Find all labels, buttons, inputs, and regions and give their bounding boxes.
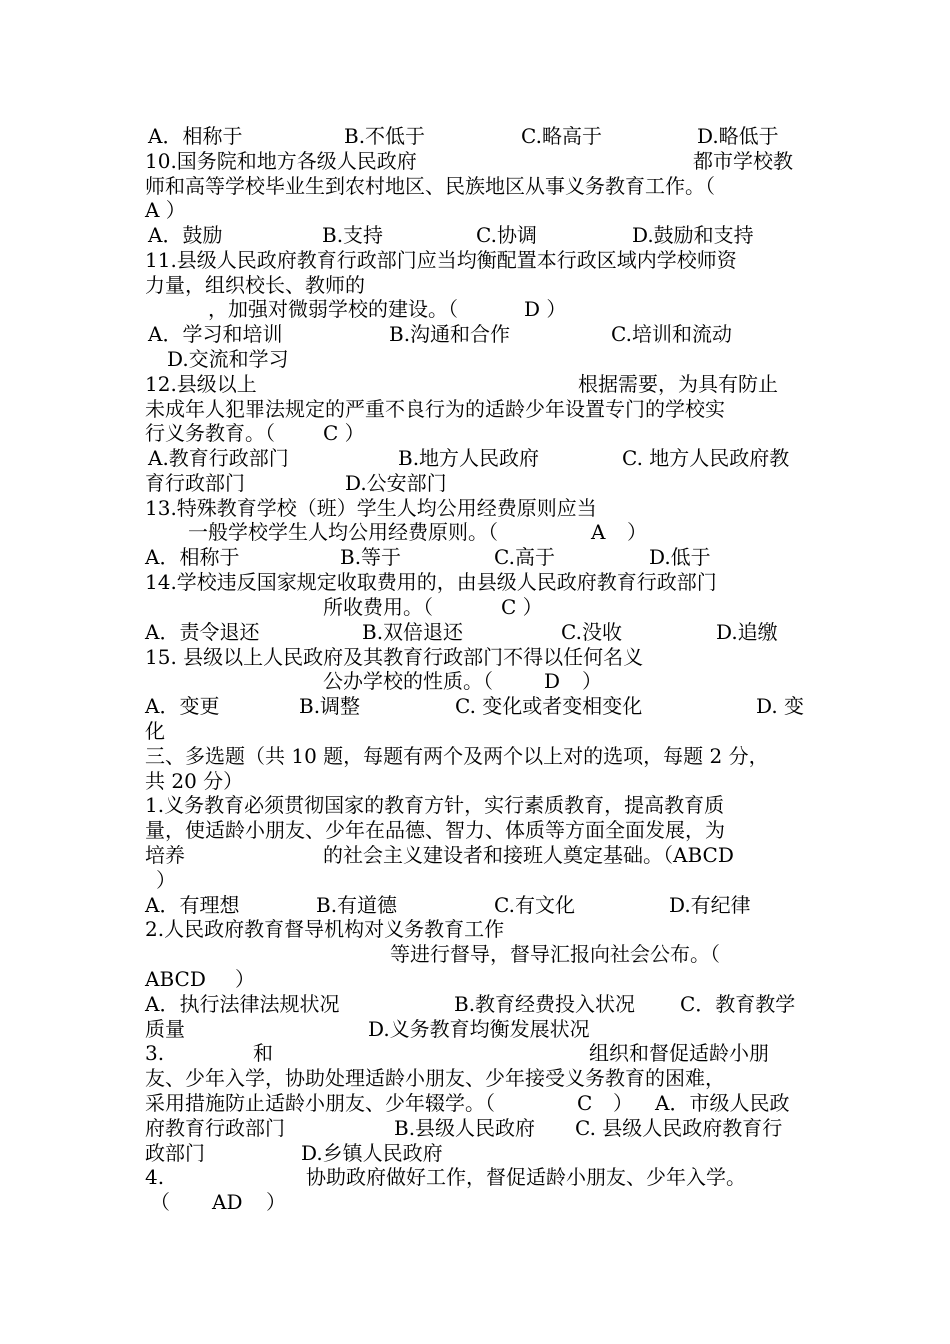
- text-line-32-seg-2: B.有道德: [316, 893, 398, 917]
- text-line-38-seg-3: 组织和督促适龄小朋: [589, 1041, 769, 1065]
- text-line-5-seg-3: C.协调: [476, 223, 537, 247]
- text-line-25-seg-1: 化: [145, 719, 165, 743]
- text-line-14-seg-3: C. 地方人民政府教: [622, 446, 790, 470]
- text-line-42-seg-1: 政部门: [145, 1141, 205, 1165]
- text-line-39-seg-1: 友、少年入学，协助处理适龄小朋友、少年接受义务教育的困难，: [145, 1066, 725, 1090]
- text-line-21-seg-1: A．责令退还: [145, 620, 260, 644]
- text-line-17-seg-2: A: [591, 520, 606, 544]
- text-line-17-seg-1: 一般学校学生人均公用经费原则。（: [188, 520, 498, 544]
- text-line-24-seg-4: D. 变: [756, 694, 805, 718]
- text-line-4-seg-1: A ）: [145, 198, 186, 222]
- text-line-17-seg-3: ）: [627, 520, 647, 544]
- text-line-41-seg-2: B.县级人民政府: [394, 1116, 536, 1140]
- text-line-40-seg-4: A．市级人民政: [655, 1091, 790, 1115]
- text-line-7-seg-1: 力量，组织校长、教师的: [145, 273, 365, 297]
- text-line-10-seg-1: D.交流和学习: [167, 347, 289, 371]
- text-line-40-seg-3: ）: [613, 1091, 633, 1115]
- text-line-32-seg-1: A．有理想: [145, 893, 240, 917]
- text-line-3-seg-1: 师和高等学校毕业生到农村地区、民族地区从事义务教育工作。（: [145, 174, 715, 198]
- text-line-19-seg-1: 14.学校违反国家规定收取费用的，由县级人民政府教育行政部门: [145, 570, 717, 594]
- text-line-2-seg-2: 都市学校教: [693, 149, 793, 173]
- text-line-5-seg-4: D.鼓励和支持: [632, 223, 754, 247]
- text-line-2-seg-1: 10.国务院和地方各级人民政府: [145, 149, 417, 173]
- text-line-26-seg-1: 三、多选题（共 10 题，每题有两个及两个以上对的选项，每题 2 分，: [145, 744, 769, 768]
- text-line-28-seg-1: 1.义务教育必须贯彻国家的教育方针，实行素质教育，提高教育质: [145, 793, 725, 817]
- text-line-44-seg-1: （: [150, 1190, 170, 1214]
- text-line-18-seg-2: B.等于: [340, 545, 402, 569]
- text-line-44-seg-3: ）: [266, 1190, 286, 1214]
- text-line-1-seg-1: A．相称于: [148, 124, 243, 148]
- text-line-38-seg-2: 和: [253, 1041, 273, 1065]
- text-line-11-seg-1: 12.县级以上: [145, 372, 257, 396]
- text-line-6-seg-1: 11.县级人民政府教育行政部门应当均衡配置本行政区域内学校师资: [145, 248, 737, 272]
- text-line-29-seg-1: 量，使适龄小朋友、少年在品德、智力、体质等方面全面发展，为: [145, 818, 725, 842]
- text-line-24-seg-3: C. 变化或者变相变化: [455, 694, 643, 718]
- text-line-41-seg-3: C. 县级人民政府教育行: [575, 1116, 783, 1140]
- text-line-36-seg-3: C．教育教学: [680, 992, 796, 1016]
- text-line-8-seg-2: D ）: [524, 297, 567, 321]
- text-line-9-seg-2: B.沟通和合作: [389, 322, 511, 346]
- text-line-35-seg-2: ）: [235, 967, 255, 991]
- text-line-38-seg-1: 3.: [145, 1041, 165, 1065]
- text-line-1-seg-3: C.略高于: [521, 124, 602, 148]
- text-line-5-seg-1: A．鼓励: [148, 223, 223, 247]
- text-line-1-seg-4: D.略低于: [697, 124, 779, 148]
- text-line-23-seg-2: D: [544, 669, 561, 693]
- text-line-24-seg-1: A．变更: [145, 694, 220, 718]
- text-line-20-seg-1: 所收费用。（: [323, 595, 433, 619]
- text-line-15-seg-2: D.公安部门: [345, 471, 447, 495]
- text-line-30-seg-2: 的社会主义建设者和接班人奠定基础。（ABCD: [323, 843, 734, 867]
- text-line-1-seg-2: B.不低于: [344, 124, 426, 148]
- text-line-9-seg-3: C.培训和流动: [611, 322, 732, 346]
- text-line-40-seg-1: 采用措施防止适龄小朋友、少年辍学。（: [145, 1091, 495, 1115]
- text-line-18-seg-4: D.低于: [649, 545, 711, 569]
- text-line-20-seg-2: C ）: [501, 595, 543, 619]
- text-line-43-seg-2: 协助政府做好工作，督促适龄小朋友、少年入学。: [306, 1165, 746, 1189]
- text-line-18-seg-3: C.高于: [494, 545, 555, 569]
- text-line-42-seg-2: D.乡镇人民政府: [301, 1141, 443, 1165]
- text-line-21-seg-2: B.双倍退还: [362, 620, 464, 644]
- text-line-23-seg-3: ）: [582, 669, 602, 693]
- text-line-12-seg-1: 未成年人犯罪法规定的严重不良行为的适龄少年设置专门的学校实: [145, 397, 725, 421]
- text-line-34-seg-1: 等进行督导，督导汇报向社会公布。（: [390, 942, 720, 966]
- text-line-35-seg-1: ABCD: [145, 967, 206, 991]
- text-line-13-seg-1: 行义务教育。（: [145, 421, 275, 445]
- text-line-8-seg-1: ，加强对微弱学校的建设。（: [208, 297, 458, 321]
- text-line-44-seg-2: AD: [212, 1190, 243, 1214]
- text-line-40-seg-2: C: [577, 1091, 593, 1115]
- text-line-30-seg-1: 培养: [145, 843, 185, 867]
- text-line-14-seg-2: B.地方人民政府: [398, 446, 540, 470]
- text-line-36-seg-1: A．执行法律法规状况: [145, 992, 340, 1016]
- text-line-9-seg-1: A．学习和培训: [148, 322, 283, 346]
- text-line-33-seg-1: 2.人民政府教育督导机构对义务教育工作: [145, 917, 505, 941]
- text-line-27-seg-1: 共 20 分）: [145, 769, 244, 793]
- text-line-11-seg-2: 根据需要，为具有防止: [578, 372, 778, 396]
- text-line-18-seg-1: A．相称于: [145, 545, 240, 569]
- text-line-22-seg-1: 15. 县级以上人民政府及其教育行政部门不得以任何名义: [145, 645, 644, 669]
- text-line-37-seg-1: 质量: [145, 1017, 185, 1041]
- text-line-14-seg-1: A.教育行政部门: [148, 446, 289, 470]
- text-line-16-seg-1: 13.特殊教育学校（班）学生人均公用经费原则应当: [145, 496, 597, 520]
- text-line-41-seg-1: 府教育行政部门: [145, 1116, 285, 1140]
- text-line-5-seg-2: B.支持: [322, 223, 384, 247]
- text-line-32-seg-4: D.有纪律: [669, 893, 751, 917]
- text-line-37-seg-2: D.义务教育均衡发展状况: [368, 1017, 590, 1041]
- text-line-13-seg-2: C ）: [323, 421, 365, 445]
- text-line-36-seg-2: B.教育经费投入状况: [454, 992, 636, 1016]
- text-line-21-seg-4: D.追缴: [716, 620, 778, 644]
- text-line-23-seg-1: 公办学校的性质。（: [323, 669, 493, 693]
- text-line-15-seg-1: 育行政部门: [145, 471, 245, 495]
- text-line-24-seg-2: B.调整: [299, 694, 361, 718]
- text-line-32-seg-3: C.有文化: [494, 893, 575, 917]
- text-line-21-seg-3: C.没收: [561, 620, 622, 644]
- text-line-43-seg-1: 4.: [145, 1165, 165, 1189]
- text-line-31-seg-1: ）: [156, 868, 176, 892]
